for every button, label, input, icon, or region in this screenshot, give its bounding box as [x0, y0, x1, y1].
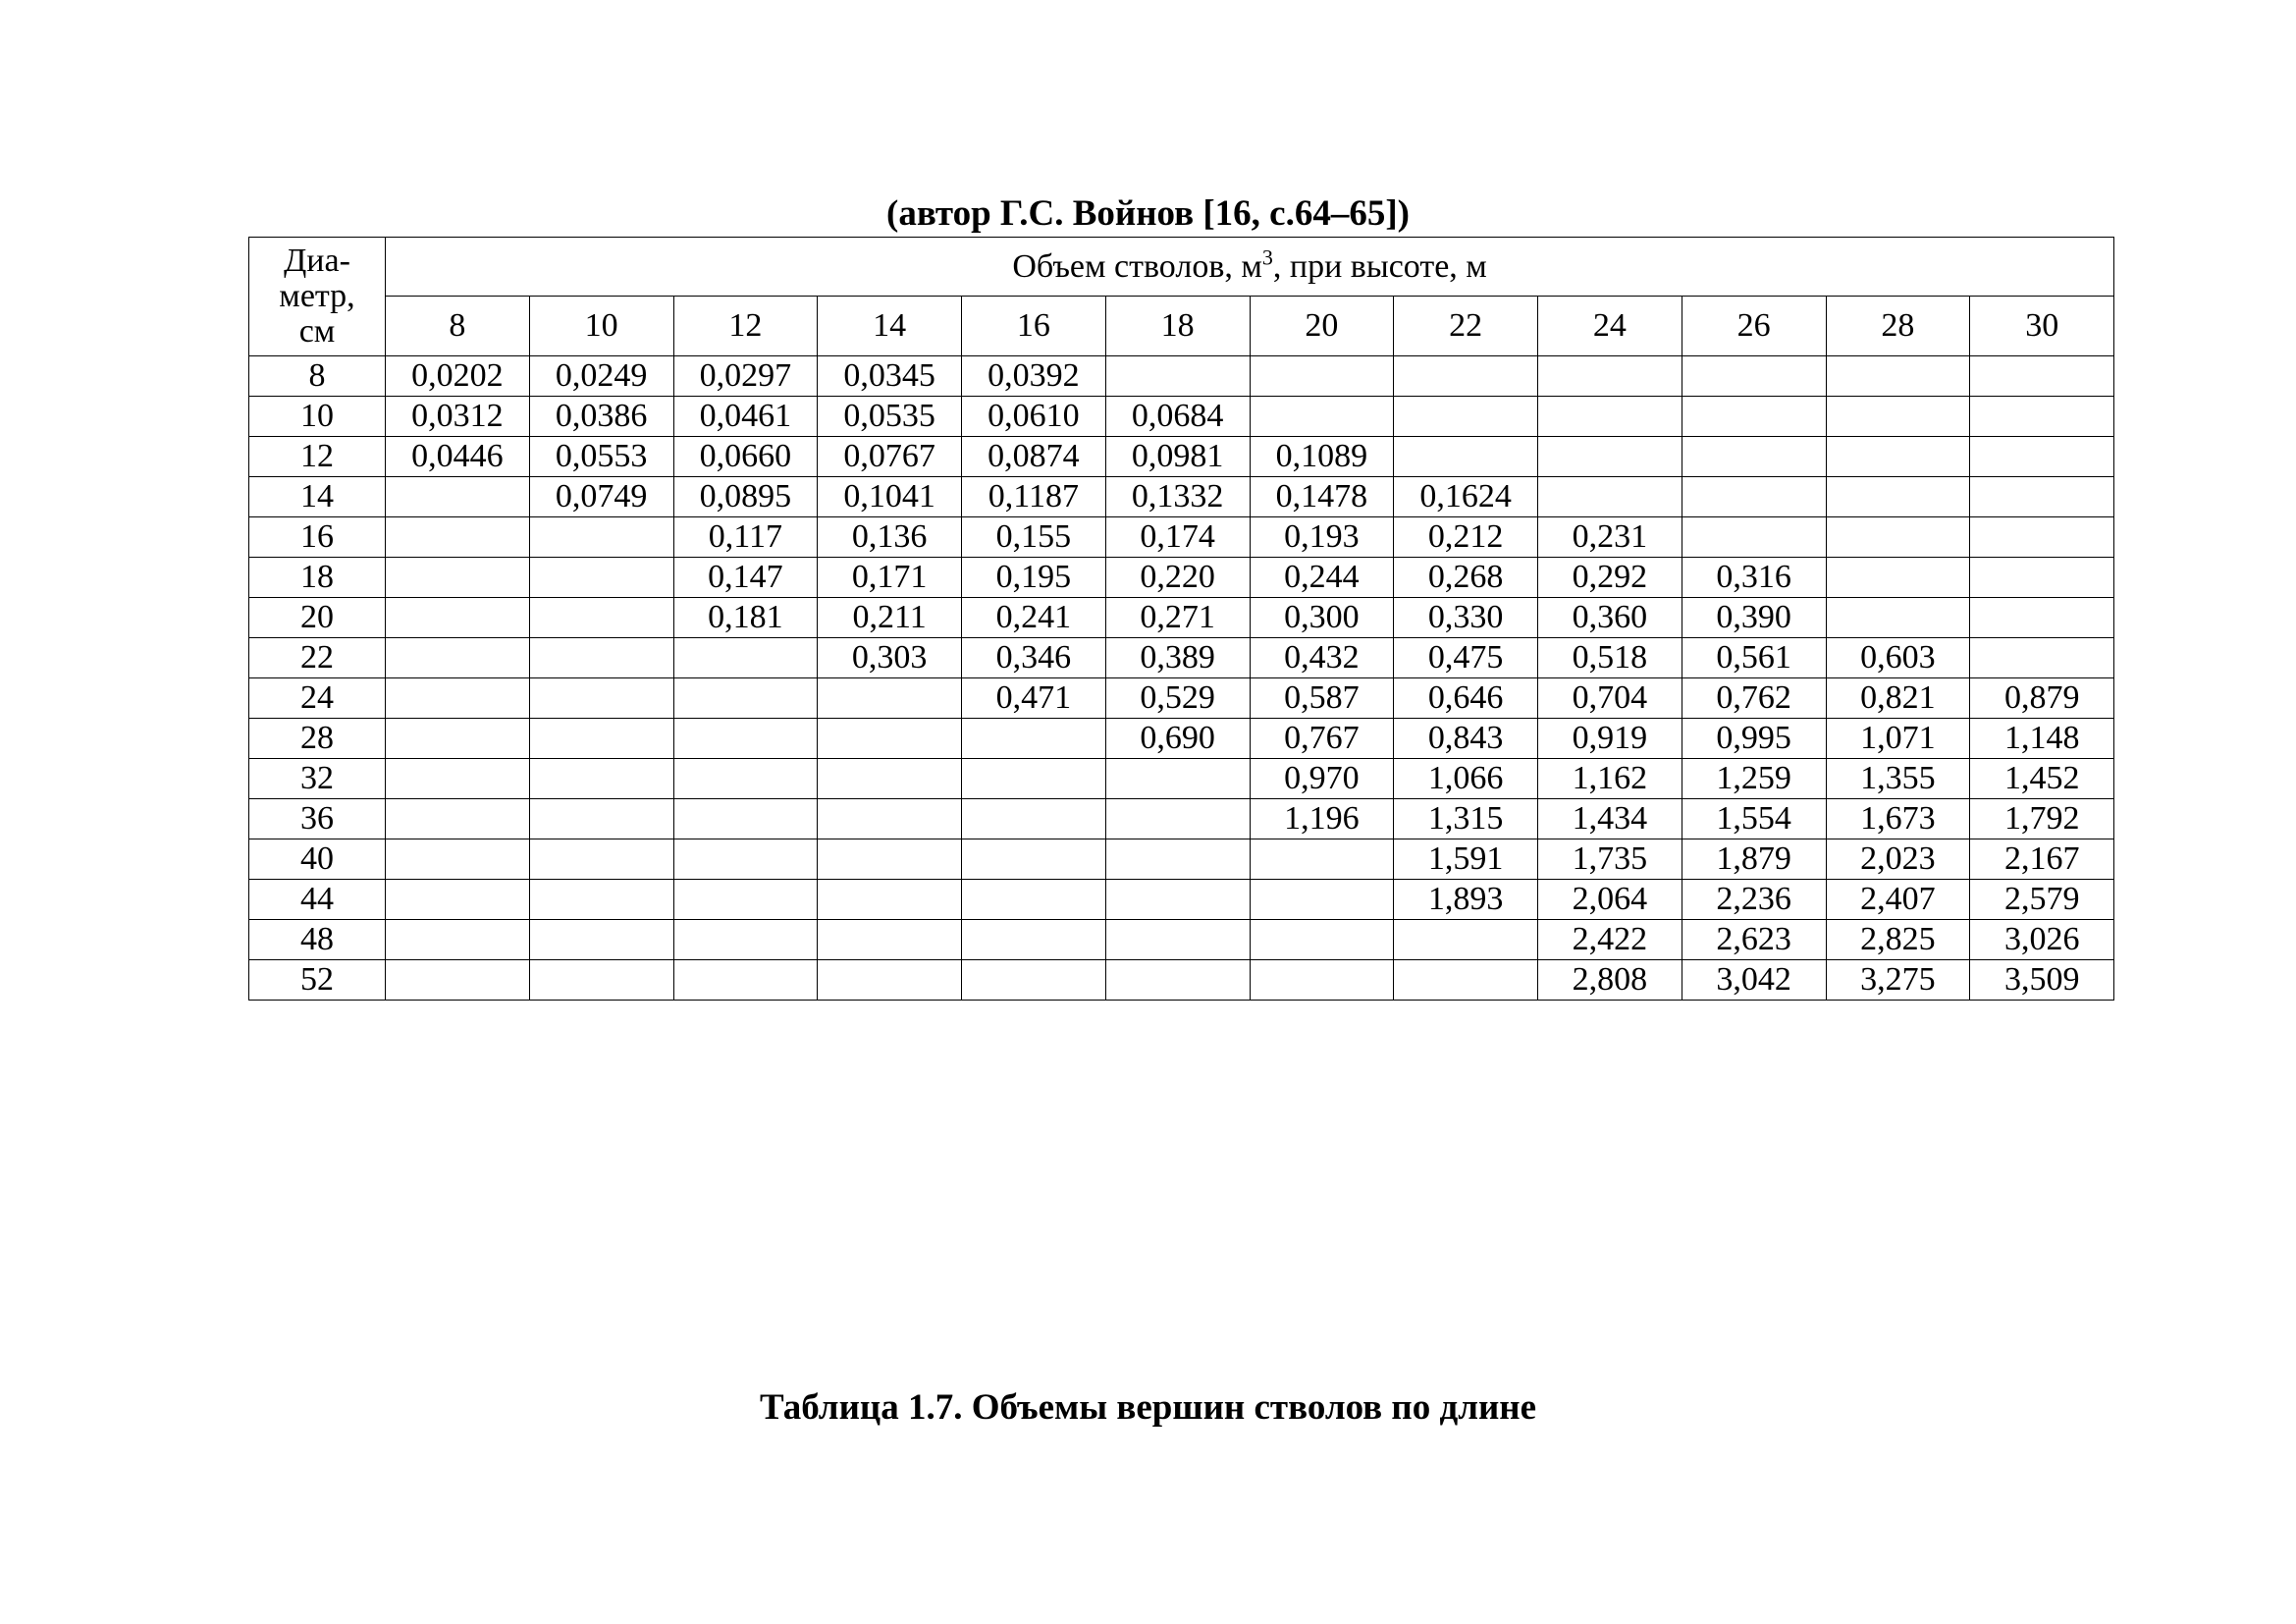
volume-cell: 0,0249: [529, 356, 673, 397]
table-row: [249, 920, 2114, 960]
volume-cell: 0,561: [1682, 638, 1826, 678]
volume-cell: [529, 759, 673, 799]
volume-cell: [1105, 839, 1250, 880]
volume-cell: [1105, 880, 1250, 920]
volume-cell: [962, 960, 1106, 1001]
volume-cell: 0,244: [1250, 558, 1394, 598]
volume-cell: 2,023: [1826, 839, 1970, 880]
volume-cell: [1826, 517, 1970, 558]
volume-cell: 0,879: [1970, 678, 2114, 719]
volume-cell: 1,148: [1970, 719, 2114, 759]
height-header-cell: 20: [1250, 297, 1394, 356]
volume-cell: 0,117: [673, 517, 818, 558]
height-header-cell: 30: [1970, 297, 2114, 356]
volume-cell: 0,346: [962, 638, 1106, 678]
next-table-title: Таблица 1.7. Объемы вершин стволов по длине: [759, 1387, 1537, 1428]
table-row: [249, 598, 2114, 638]
volume-cell: 3,509: [1970, 960, 2114, 1001]
volume-cell: 0,587: [1250, 678, 1394, 719]
volume-cell: 1,259: [1682, 759, 1826, 799]
volume-cell: [386, 558, 530, 598]
volume-cell: [1105, 920, 1250, 960]
volume-cell: [1538, 356, 1682, 397]
volume-cell: [1970, 558, 2114, 598]
volume-cell: [962, 839, 1106, 880]
volume-header-suffix: , при высоте, м: [1272, 247, 1487, 285]
table-body: [249, 356, 2114, 1001]
volume-cell: [1250, 880, 1394, 920]
volume-cell: 0,330: [1394, 598, 1538, 638]
volume-cell: [673, 638, 818, 678]
volume-cell: 0,1089: [1250, 437, 1394, 477]
volume-cell: 0,475: [1394, 638, 1538, 678]
volume-cell: 0,529: [1105, 678, 1250, 719]
volume-cell: 0,292: [1538, 558, 1682, 598]
volume-cell: 0,0392: [962, 356, 1106, 397]
volume-cell: [818, 960, 962, 1001]
height-header-cell: 24: [1538, 297, 1682, 356]
volume-cell: 0,195: [962, 558, 1106, 598]
volume-cell: [1394, 920, 1538, 960]
volume-cell: [1970, 437, 2114, 477]
volume-cell: 1,591: [1394, 839, 1538, 880]
volume-cell: [529, 638, 673, 678]
volume-cell: [962, 920, 1106, 960]
volume-cell: 3,026: [1970, 920, 2114, 960]
volume-cell: [1394, 437, 1538, 477]
diameter-cell: 16: [249, 517, 386, 558]
volume-cell: [529, 839, 673, 880]
volume-cell: 0,136: [818, 517, 962, 558]
height-header-cell: 14: [818, 297, 962, 356]
volume-cell: [818, 719, 962, 759]
volume-cell: [1682, 477, 1826, 517]
diameter-cell: 12: [249, 437, 386, 477]
volume-cell: 0,0461: [673, 397, 818, 437]
table-row: [249, 517, 2114, 558]
volume-cell: [1970, 477, 2114, 517]
volume-cell: [529, 558, 673, 598]
volume-cell: 0,1332: [1105, 477, 1250, 517]
volume-cell: 0,690: [1105, 719, 1250, 759]
diameter-cell: 44: [249, 880, 386, 920]
volume-cell: 0,193: [1250, 517, 1394, 558]
volume-cell: [529, 960, 673, 1001]
volume-cell: 1,893: [1394, 880, 1538, 920]
volume-cell: 2,825: [1826, 920, 1970, 960]
height-header-cell: 18: [1105, 297, 1250, 356]
volume-cell: [1394, 356, 1538, 397]
volume-cell: [1682, 437, 1826, 477]
diameter-cell: 40: [249, 839, 386, 880]
volume-cell: 0,241: [962, 598, 1106, 638]
height-header-row: [249, 297, 2114, 356]
volume-cell: 0,0202: [386, 356, 530, 397]
volume-cell: 1,735: [1538, 839, 1682, 880]
stem-volume-table: [248, 237, 2114, 1001]
volume-cell: [529, 880, 673, 920]
table-row: [249, 437, 2114, 477]
volume-cell: [386, 719, 530, 759]
volume-cell: 1,452: [1970, 759, 2114, 799]
volume-cell: 0,471: [962, 678, 1106, 719]
volume-cell: [673, 719, 818, 759]
diameter-header-line: см: [298, 313, 336, 350]
volume-cell: 0,843: [1394, 719, 1538, 759]
volume-cell: 0,0446: [386, 437, 530, 477]
volume-cell: 0,316: [1682, 558, 1826, 598]
volume-cell: 0,970: [1250, 759, 1394, 799]
diameter-cell: 28: [249, 719, 386, 759]
volume-cell: 0,821: [1826, 678, 1970, 719]
table-caption: (автор Г.С. Войнов [16, с.64–65]): [886, 193, 1410, 234]
volume-cell: [818, 920, 962, 960]
volume-cell: 0,0312: [386, 397, 530, 437]
volume-cell: [1250, 839, 1394, 880]
volume-cell: [673, 880, 818, 920]
volume-cell: [1394, 960, 1538, 1001]
volume-cell: [1105, 960, 1250, 1001]
height-header-cell: 12: [673, 297, 818, 356]
volume-cell: 1,554: [1682, 799, 1826, 839]
volume-cell: 1,879: [1682, 839, 1826, 880]
volume-cell: 0,171: [818, 558, 962, 598]
volume-cell: 2,236: [1682, 880, 1826, 920]
volume-cell: [386, 477, 530, 517]
table-row: [249, 799, 2114, 839]
volume-cell: 0,0874: [962, 437, 1106, 477]
table-row: [249, 638, 2114, 678]
volume-cell: [818, 880, 962, 920]
volume-cell: [386, 880, 530, 920]
volume-cell: 1,071: [1826, 719, 1970, 759]
volume-cell: 0,0386: [529, 397, 673, 437]
volume-cell: [818, 678, 962, 719]
volume-cell: 2,623: [1682, 920, 1826, 960]
volume-cell: 0,0895: [673, 477, 818, 517]
volume-cell: 0,300: [1250, 598, 1394, 638]
volume-cell: [962, 719, 1106, 759]
volume-cell: 0,0660: [673, 437, 818, 477]
table-row: [249, 719, 2114, 759]
volume-cell: 0,704: [1538, 678, 1682, 719]
volume-cell: 1,162: [1538, 759, 1682, 799]
volume-cell: 0,231: [1538, 517, 1682, 558]
volume-cell: 0,0553: [529, 437, 673, 477]
volume-cell: [529, 678, 673, 719]
volume-cell: 1,792: [1970, 799, 2114, 839]
volume-cell: 0,603: [1826, 638, 1970, 678]
volume-cell: [529, 719, 673, 759]
volume-cell: [673, 839, 818, 880]
height-header-cell: 22: [1394, 297, 1538, 356]
volume-cell: [1970, 397, 2114, 437]
height-header-cell: 16: [962, 297, 1106, 356]
volume-cell: [1250, 356, 1394, 397]
volume-cell: 2,579: [1970, 880, 2114, 920]
volume-cell: 0,1624: [1394, 477, 1538, 517]
volume-cell: [1682, 397, 1826, 437]
table-row: [249, 397, 2114, 437]
diameter-cell: 14: [249, 477, 386, 517]
volume-cell: 1,673: [1826, 799, 1970, 839]
volume-cell: 0,0297: [673, 356, 818, 397]
volume-cell: [1826, 356, 1970, 397]
diameter-cell: 24: [249, 678, 386, 719]
volume-cell: [1394, 397, 1538, 437]
volume-cell: [673, 678, 818, 719]
volume-cell: 0,432: [1250, 638, 1394, 678]
table-row: [249, 880, 2114, 920]
volume-cell: [1970, 598, 2114, 638]
volume-cell: 1,434: [1538, 799, 1682, 839]
volume-cell: [1970, 356, 2114, 397]
table-row: [249, 960, 2114, 1001]
volume-cell: [1826, 558, 1970, 598]
volume-cell: [1682, 356, 1826, 397]
diameter-header-line: Диа-: [284, 243, 350, 279]
volume-cell: [1105, 356, 1250, 397]
volume-cell: 0,0749: [529, 477, 673, 517]
diameter-cell: 20: [249, 598, 386, 638]
volume-cell: [529, 920, 673, 960]
volume-cell: 2,407: [1826, 880, 1970, 920]
volume-cell: [1970, 638, 2114, 678]
volume-cell: 0,762: [1682, 678, 1826, 719]
volume-cell: [1538, 437, 1682, 477]
height-header-cell: 28: [1826, 297, 1970, 356]
volume-cell: 0,268: [1394, 558, 1538, 598]
volume-cell: [1105, 759, 1250, 799]
volume-cell: 0,1041: [818, 477, 962, 517]
diameter-cell: 22: [249, 638, 386, 678]
diameter-cell: 52: [249, 960, 386, 1001]
diameter-cell: 36: [249, 799, 386, 839]
table-row: [249, 558, 2114, 598]
height-header-cell: 8: [386, 297, 530, 356]
volume-cell: 0,0610: [962, 397, 1106, 437]
volume-cell: [1105, 799, 1250, 839]
volume-cell: 0,389: [1105, 638, 1250, 678]
volume-cell: [1250, 920, 1394, 960]
volume-cell: 0,174: [1105, 517, 1250, 558]
volume-cell: 0,0981: [1105, 437, 1250, 477]
volume-cell: [1538, 397, 1682, 437]
height-header-cell: 10: [529, 297, 673, 356]
volume-cell: 0,155: [962, 517, 1106, 558]
volume-cell: 0,212: [1394, 517, 1538, 558]
volume-cell: 2,167: [1970, 839, 2114, 880]
diameter-cell: 10: [249, 397, 386, 437]
volume-cell: [386, 920, 530, 960]
volume-cell: 0,147: [673, 558, 818, 598]
volume-cell: 0,303: [818, 638, 962, 678]
volume-cell: 0,646: [1394, 678, 1538, 719]
diameter-header-line: метр,: [279, 278, 355, 314]
volume-cell: [673, 920, 818, 960]
volume-cell: 0,271: [1105, 598, 1250, 638]
diameter-cell: 18: [249, 558, 386, 598]
volume-header-prefix: Объем стволов, м: [1012, 247, 1262, 285]
volume-cell: [386, 678, 530, 719]
volume-cell: [673, 960, 818, 1001]
volume-cell: 0,0345: [818, 356, 962, 397]
volume-cell: [386, 960, 530, 1001]
volume-cell: 1,066: [1394, 759, 1538, 799]
volume-cell: 1,196: [1250, 799, 1394, 839]
volume-cell: [386, 598, 530, 638]
volume-cell: [1250, 960, 1394, 1001]
volume-cell: 0,0684: [1105, 397, 1250, 437]
volume-cell: 0,390: [1682, 598, 1826, 638]
volume-cell: 0,181: [673, 598, 818, 638]
volume-cell: [386, 638, 530, 678]
volume-cell: 2,422: [1538, 920, 1682, 960]
volume-cell: 0,211: [818, 598, 962, 638]
diameter-cell: 32: [249, 759, 386, 799]
volume-cell: [1682, 517, 1826, 558]
height-header-cell: 26: [1682, 297, 1826, 356]
volume-cell: [818, 839, 962, 880]
volume-cell: [673, 799, 818, 839]
volume-cell: [529, 517, 673, 558]
table-row: [249, 356, 2114, 397]
volume-cell: 0,919: [1538, 719, 1682, 759]
volume-cell: 0,518: [1538, 638, 1682, 678]
volume-cell: 0,995: [1682, 719, 1826, 759]
volume-cell: [673, 759, 818, 799]
volume-cell: [962, 880, 1106, 920]
volume-cell: [529, 799, 673, 839]
volume-cell: 0,0767: [818, 437, 962, 477]
volume-cell: [962, 759, 1106, 799]
volume-cell: [818, 799, 962, 839]
volume-cell: [386, 517, 530, 558]
volume-cell: [818, 759, 962, 799]
volume-cell: 0,220: [1105, 558, 1250, 598]
volume-cell: [1826, 437, 1970, 477]
volume-cell: 3,275: [1826, 960, 1970, 1001]
table-row: [249, 839, 2114, 880]
volume-cell: [962, 799, 1106, 839]
volume-cell: [1250, 397, 1394, 437]
volume-group-header: [386, 238, 2114, 297]
diameter-cell: 48: [249, 920, 386, 960]
volume-cell: 0,0535: [818, 397, 962, 437]
volume-cell: [1826, 477, 1970, 517]
volume-cell: 0,1478: [1250, 477, 1394, 517]
volume-cell: 2,808: [1538, 960, 1682, 1001]
volume-cell: 0,360: [1538, 598, 1682, 638]
volume-cell: [386, 839, 530, 880]
volume-cell: 0,1187: [962, 477, 1106, 517]
volume-cell: 3,042: [1682, 960, 1826, 1001]
volume-cell: 1,355: [1826, 759, 1970, 799]
table-row: [249, 759, 2114, 799]
volume-cell: 1,315: [1394, 799, 1538, 839]
table-row: [249, 477, 2114, 517]
volume-cell: [1538, 477, 1682, 517]
volume-cell: [1826, 397, 1970, 437]
diameter-column-header: [249, 238, 386, 356]
volume-header-superscript: 3: [1261, 244, 1273, 270]
volume-cell: [386, 759, 530, 799]
volume-cell: [1970, 517, 2114, 558]
volume-cell: [1826, 598, 1970, 638]
volume-cell: [386, 799, 530, 839]
volume-cell: 0,767: [1250, 719, 1394, 759]
diameter-cell: 8: [249, 356, 386, 397]
volume-cell: 2,064: [1538, 880, 1682, 920]
volume-cell: [529, 598, 673, 638]
table-row: [249, 678, 2114, 719]
